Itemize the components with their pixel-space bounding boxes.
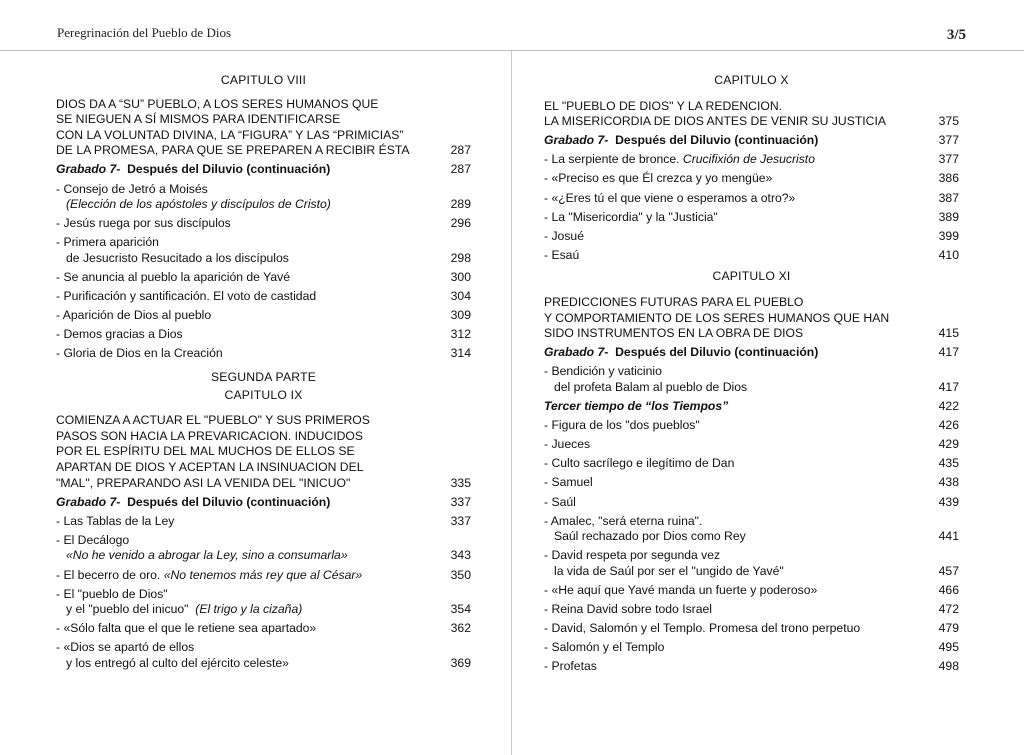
page-ref: 438 [938,475,959,490]
entry-subtitle: Saúl rechazado por Dios como Rey [554,529,746,544]
intro-line: LA MISERICORDIA DE DIOS ANTES DE VENIR SU JUSTICIA [544,114,886,129]
page-ref: 498 [938,659,959,674]
toc-entry[interactable] [56,235,471,266]
entry-title: - Salomón y el Templo [544,640,665,655]
entry-title: - Gloria de Dios en la Creación [56,346,223,361]
toc-entry[interactable] [544,248,959,264]
entry-subtitle: «No he venido a abrogar la Ley, sino a consumarla» [66,548,348,563]
toc-entry-tiempo[interactable] [544,399,959,415]
toc-entry[interactable] [544,583,959,599]
entry-title: - Demos gracias a Dios [56,327,183,342]
chapter-heading: CAPITULO VIII [220,73,307,87]
toc-entry[interactable] [56,270,471,286]
toc-entry[interactable] [544,191,959,207]
page-ref: 415 [938,326,959,341]
toc-entry[interactable] [56,97,471,159]
entry-title: - Purificación y santificación. El voto de castidad [56,289,317,304]
chapter-heading: CAPITULO X [714,73,789,87]
entry-subtitle: la vida de Saúl por ser el "ungido de Yavé" [554,563,784,578]
page-ref: 410 [938,247,959,262]
page-number: 3/5 [946,27,966,43]
toc-entry[interactable] [56,216,471,232]
toc-entry[interactable] [56,640,471,671]
intro-line: APARTAN DE DIOS Y ACEPTAN LA INSINUACION DEL [56,459,364,474]
entry-title: - Consejo de Jetró a Moisés [56,181,208,196]
entry-title: - «Sólo falta que el que le retiene sea apartado» [56,621,317,636]
entry-title: - Josué [544,228,584,243]
intro-line: DIOS DA A “SU” PUEBLO, A LOS SERES HUMANOS QUE [56,96,379,111]
page-ref: 337 [450,513,471,528]
page-ref: 287 [450,143,471,158]
entry-subtitle: del profeta Balam al pueblo de Dios [554,380,748,394]
entry-title: - Reina David sobre todo Israel [544,602,713,617]
toc-entry[interactable] [56,621,471,637]
entry-title: - David, Salomón y el Templo. Promesa del trono perpetuo [544,621,861,636]
toc-entry[interactable] [544,475,959,491]
page-ref: 417 [938,345,959,360]
page-ref: 350 [450,567,471,582]
page-ref: 457 [938,563,959,578]
page-ref: 439 [938,494,959,509]
grabado-label: Grabado 7- [544,133,609,148]
toc-entry[interactable] [544,659,959,675]
page-ref: 298 [450,250,471,265]
entry-title: - «Dios se apartó de ellos [56,640,195,655]
toc-entry[interactable] [544,456,959,472]
left-column [56,71,471,675]
page-ref: 479 [938,621,959,636]
grabado-text: Después del Diluvio (continuación) [615,345,819,360]
page-ref: 369 [450,656,471,670]
entry-quote: «No tenemos más rey que al César» [163,567,363,582]
intro-line: PREDICCIONES FUTURAS PARA EL PUEBLO [544,295,804,310]
page-ref: 335 [450,475,471,490]
toc-entry[interactable] [56,346,471,362]
toc-entry[interactable] [544,495,959,511]
page-ref: 472 [938,602,959,617]
toc-entry[interactable] [544,364,959,395]
toc-entry-grabado[interactable] [56,495,471,511]
intro-line: PASOS SON HACIA LA PREVARICACION. INDUCIDOS [56,428,364,443]
page-ref: 466 [938,583,959,598]
page-ref: 422 [938,399,959,414]
toc-entry[interactable] [544,437,959,453]
entry-title: - Samuel [544,475,593,490]
page-ref: 287 [450,162,471,177]
entry-title: - Aparición de Dios al pueblo [56,308,212,323]
chapter-heading: CAPITULO IX [224,387,303,402]
grabado-text: Después del Diluvio (continuación) [127,162,331,177]
entry-title: - Se anuncia al pueblo la aparición de Yavé [56,270,290,285]
toc-entry[interactable] [56,514,471,530]
toc-entry[interactable] [544,602,959,618]
entry-title: - Saúl [544,494,576,509]
column-divider [511,50,512,755]
entry-title: - «Preciso es que Él crezca y yo mengüe» [544,171,773,186]
entry-title: - Las Tablas de la Ley [56,513,175,528]
toc-entry[interactable] [544,640,959,656]
chapter-heading: CAPITULO XI [712,269,791,284]
toc-entry[interactable] [56,568,471,584]
page-ref: 300 [450,270,471,285]
page-ref: 375 [938,114,959,129]
page-ref: 399 [938,228,959,243]
right-column [544,71,959,679]
page-ref: 354 [450,602,471,617]
entry-title: - Amalec, "será eterna ruina". [544,513,703,528]
toc-entry[interactable] [56,587,471,618]
toc-entry[interactable] [544,548,959,579]
entry-title: - Bendición y vaticinio [544,364,662,379]
entry-title: - Jesús ruega por sus discípulos [56,216,231,231]
intro-line: "MAL", PREPARANDO ASI LA VENIDA DEL "INICUO" [56,475,351,490]
entry-title: - Esaú [544,247,580,262]
page-ref: 309 [450,308,471,323]
intro-line: POR EL ESPÍRITU DEL MAL MUCHOS DE ELLOS SE [56,444,355,459]
grabado-label: Grabado 7- [56,494,121,509]
page-ref: 289 [450,197,471,212]
book-title: Peregrinación del Pueblo de Dios [57,25,232,40]
toc-entry-grabado[interactable] [544,345,959,361]
entry-subtitle: de Jesucristo Resucitado a los discípulos [66,250,289,265]
entry-title: - Jueces [544,437,591,452]
grabado-text: Después del Diluvio (continuación) [127,494,331,509]
entry-title: - El "pueblo de Dios" [56,586,168,601]
page-header [0,0,1024,51]
toc-entry-grabado[interactable] [544,133,959,149]
page-ref: 441 [938,529,959,544]
page-ref: 495 [938,640,959,655]
toc-entry[interactable] [544,210,959,226]
entry-title: - Figura de los "dos pueblos" [544,418,700,433]
intro-line: CON LA VOLUNTAD DIVINA, LA “FIGURA” Y LAS “PRIMICIAS” [56,127,404,142]
page-ref: 435 [938,456,959,471]
toc-entry[interactable] [544,114,959,130]
entry-title: - «He aquí que Yavé manda un fuerte y poderoso» [544,583,818,598]
section-title: Tercer tiempo de “los Tiempos” [544,399,729,414]
page-ref: 314 [450,346,471,361]
grabado-label: Grabado 7- [544,345,609,360]
toc-entry[interactable] [544,229,959,245]
entry-quote: (El trigo y la cizaña) [195,602,303,617]
toc-entry[interactable] [544,171,959,187]
toc-entry[interactable] [56,308,471,324]
toc-entry[interactable] [544,621,959,637]
page-ref: 417 [938,380,959,394]
entry-title: - David respeta por segunda vez [544,548,721,563]
toc-entry[interactable] [56,327,471,343]
page-ref: 377 [938,152,959,167]
page-ref: 312 [450,327,471,342]
page-ref: 426 [938,418,959,433]
entry-title: - La serpiente de bronce. [544,152,683,167]
intro-line: SE NIEGUEN A SÍ MISMOS PARA IDENTIFICARSE [56,112,341,127]
toc-entry[interactable] [56,413,471,491]
page-ref: 377 [938,133,959,148]
page-ref: 387 [938,190,959,205]
part-heading: SEGUNDA PARTE [210,370,317,384]
intro-line: DE LA PROMESA, PARA QUE SE PREPAREN A RECIBIR ÉSTA [56,143,410,158]
toc-entry[interactable] [56,533,471,564]
entry-title: - El Decálogo [56,532,130,547]
page-ref: 296 [450,216,471,231]
entry-subtitle: (Elección de los apóstoles y discípulos de Cristo) [66,197,331,212]
page-ref: 304 [450,289,471,304]
page-ref: 429 [938,437,959,452]
toc-entry[interactable] [544,295,959,342]
entry-title: - Profetas [544,659,597,674]
grabado-text: Después del Diluvio (continuación) [615,133,819,148]
entry-title: - El becerro de oro. [56,567,164,582]
entry-title: - Primera aparición [56,235,159,250]
entry-subtitle: y el "pueblo del inicuo" [66,602,189,617]
toc-entry[interactable] [544,152,959,168]
toc-entry[interactable] [56,182,471,213]
page-ref: 386 [938,171,959,186]
page-ref: 362 [450,621,471,636]
page-ref: 389 [938,209,959,224]
intro-line: COMIENZA A ACTUAR EL "PUEBLO" Y SUS PRIMEROS [56,413,370,428]
entry-title: - «¿Eres tú el que viene o esperamos a otro?» [544,190,796,205]
entry-title: - La "Misericordia" y la "Justicia" [544,209,718,224]
entry-subtitle: y los entregó al culto del ejército celeste» [66,656,289,670]
intro-line: Y COMPORTAMIENTO DE LOS SERES HUMANOS QUE HAN [544,310,890,325]
toc-entry[interactable] [544,418,959,434]
toc-entry[interactable] [544,514,959,545]
entry-quote: Crucifixión de Jesucristo [682,152,815,167]
intro-line: SIDO INSTRUMENTOS EN LA OBRA DE DIOS [544,326,804,341]
grabado-label: Grabado 7- [56,162,121,177]
page-ref: 343 [450,548,471,563]
intro-line: EL "PUEBLO DE DIOS" Y LA REDENCION. [544,98,783,113]
toc-entry-grabado[interactable] [56,162,471,178]
page-ref: 337 [450,494,471,509]
toc-entry[interactable] [56,289,471,305]
entry-title: - Culto sacrílego e ilegítimo de Dan [544,456,735,471]
